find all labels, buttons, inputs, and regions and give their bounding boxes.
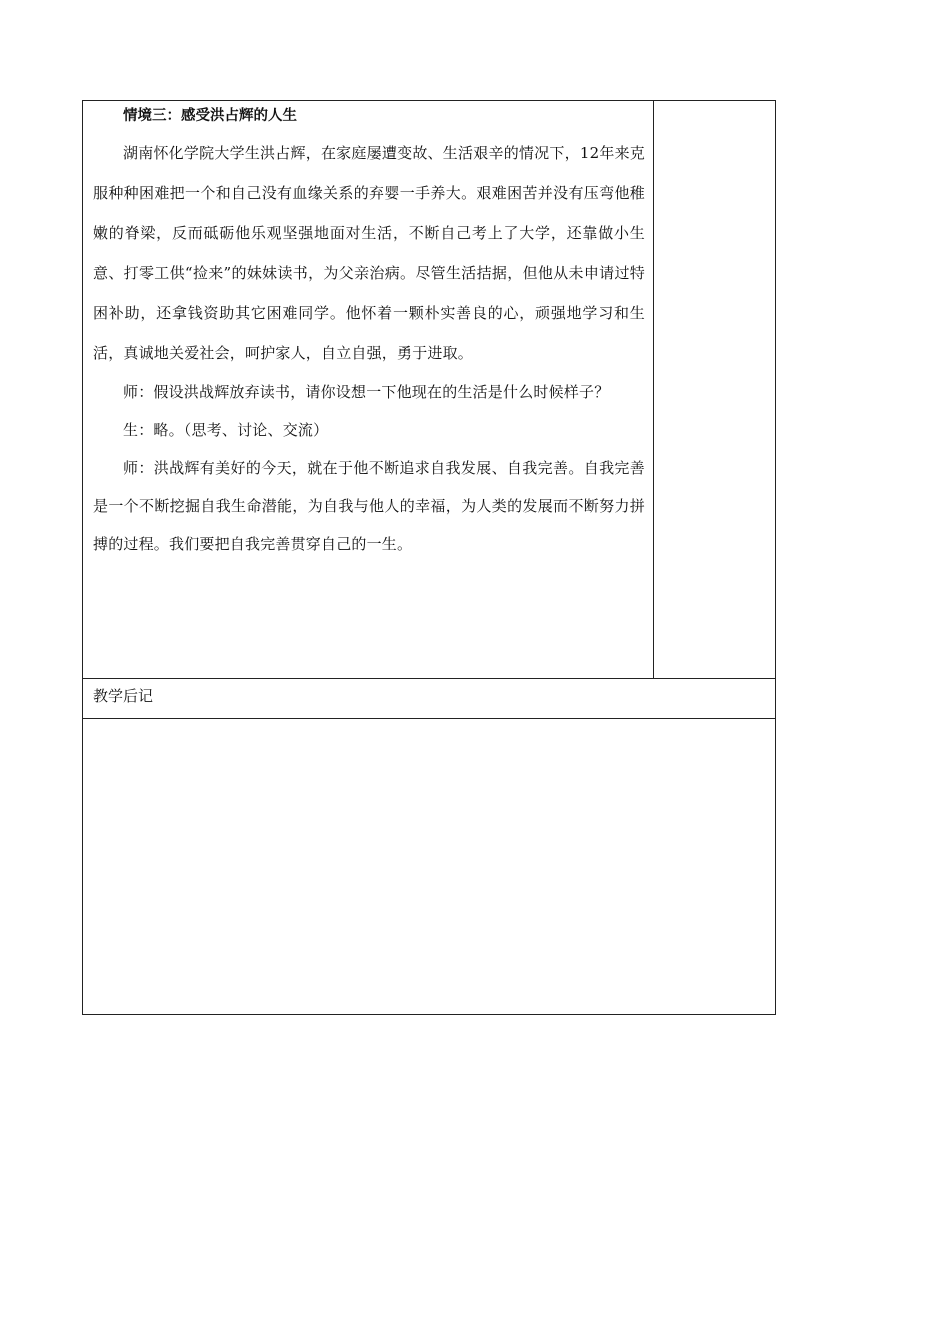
teaching-notes-area [83, 719, 775, 1014]
teacher-conclusion: 师：洪战辉有美好的今天，就在于他不断追求自我发展、自我完善。自我完善是一个不断挖掘自我生命潜能，为自我与他人的幸福，为人类的发展而不断努力拼搏的过程。我们要把自我完善贯穿自己的一生。 [93, 459, 645, 553]
teaching-notes-label: 教学后记 [83, 679, 775, 719]
teacher-question: 师：假设洪战辉放弃读书，请你设想一下他现在的生活是什么时候样子？ [123, 383, 610, 401]
student-response: 生：略。（思考、讨论、交流） [123, 421, 329, 439]
story-paragraph: 湖南怀化学院大学生洪占辉，在家庭屡遭变故、生活艰辛的情况下，12年来克服种种困难把一个和自己没有血缘关系的弃婴一手养大。艰难困苦并没有压弯他稚嫩的脊梁，反而砥砺他乐观坚强地面对生活，不断自己考上了大学，还靠做小生意、打零工供“捡来”的妹妹读书，为父亲治病。尽管生活拮据，但他从未申请过特困补助，还拿钱资助其它困难同学。他怀着一颗朴实善良的心，顽强地学习和生活，真诚地关爱社会，呵护家人，自立自强，勇于进取。 [93, 144, 645, 362]
section-heading: 情境三：感受洪占辉的人生 [123, 108, 297, 124]
lesson-content-cell [83, 101, 654, 679]
lesson-table [82, 100, 776, 1015]
side-note-cell [654, 101, 775, 679]
